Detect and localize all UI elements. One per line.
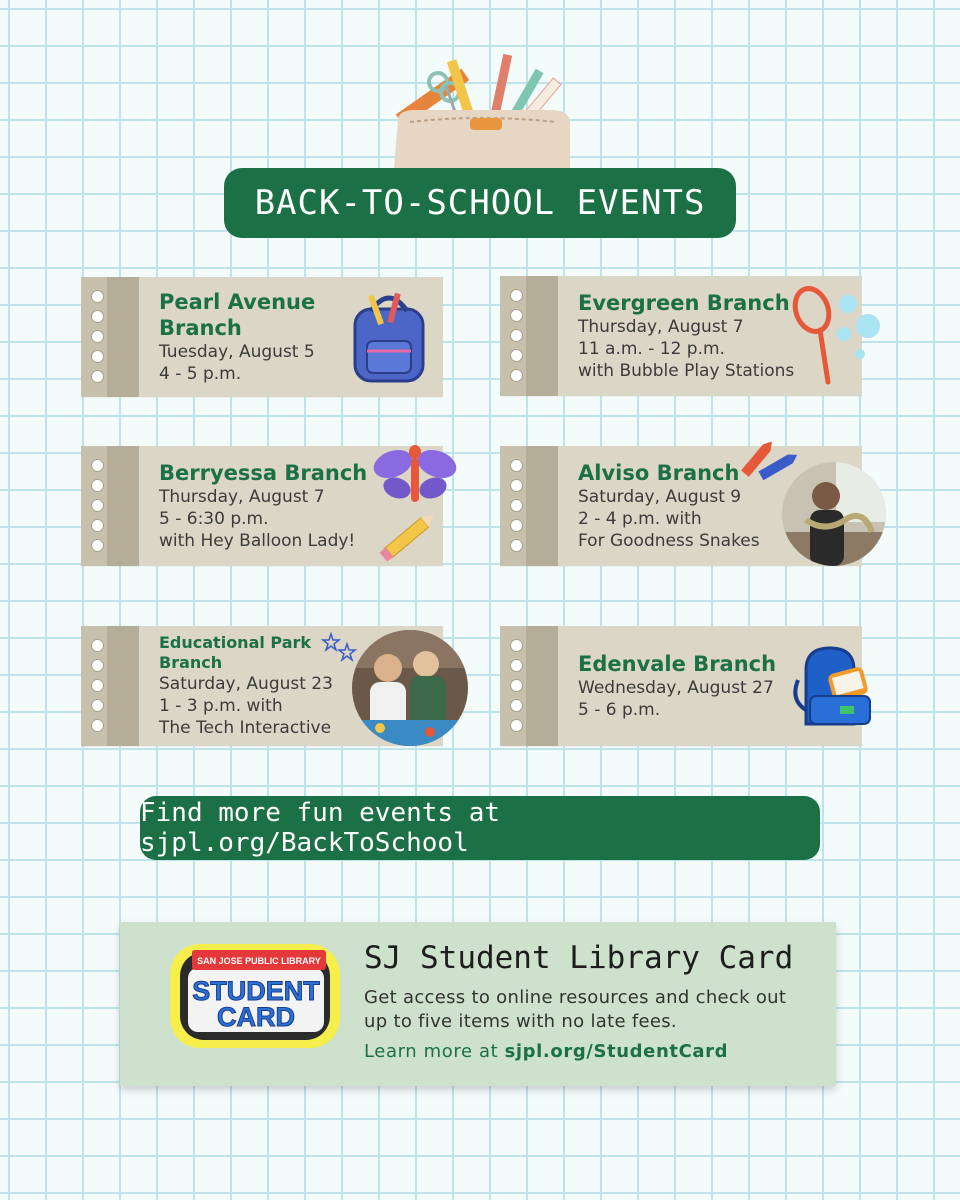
snake-photo [776, 462, 892, 566]
student-card-logo [166, 938, 346, 1056]
event-card-evergreen [500, 276, 862, 396]
student-card-link-url[interactable]: sjpl.org/StudentCard [504, 1041, 729, 1062]
more-events-link[interactable] [140, 796, 820, 860]
logo-card-text: CARD [217, 1002, 295, 1032]
event-details: Saturday, August 23 1 - 3 p.m. with The Tech Interactive [159, 674, 333, 738]
notebook-spine [81, 626, 139, 746]
student-card-description: Get access to online resources and check out up to five items with no late fees. [364, 987, 787, 1032]
event-branch-name: Educational Park Branch [159, 633, 312, 672]
notebook-spine [81, 277, 139, 397]
page-title: BACK-TO-SCHOOL EVENTS [254, 183, 706, 223]
event-card-pearl-avenue [81, 277, 443, 397]
event-details: Thursday, August 7 11 a.m. - 12 p.m. with Bubble Play Stations [578, 317, 795, 381]
logo-top-text: SAN JOSE PUBLIC LIBRARY [197, 956, 321, 966]
event-branch-name: Edenvale Branch [578, 652, 777, 676]
event-details: Tuesday, August 5 4 - 5 p.m. [159, 342, 315, 384]
event-details: Thursday, August 7 5 - 6:30 p.m. with Hey Balloon Lady! [159, 487, 356, 551]
event-card-berryessa [81, 446, 443, 566]
event-branch-name: Berryessa Branch [159, 461, 368, 485]
notebook-spine [500, 626, 558, 746]
blue-backpack-icon [790, 640, 886, 732]
event-branch-name: Pearl Avenue Branch [159, 290, 316, 340]
title-banner [224, 168, 736, 238]
event-card-edenvale [500, 626, 862, 746]
event-branch-name: Evergreen Branch [578, 291, 790, 315]
notebook-spine [500, 276, 558, 396]
event-branch-name: Alviso Branch [578, 461, 740, 485]
event-card-alviso [500, 446, 862, 566]
more-events-text: Find more fun events at sjpl.org/BackToSchool [140, 798, 501, 858]
student-card-link-prefix: Learn more at [364, 1041, 505, 1062]
notebook-spine [81, 446, 139, 566]
event-details: Saturday, August 9 2 - 4 p.m. with For Goodness Snakes [578, 487, 760, 551]
event-card-educational-park [81, 626, 443, 746]
student-card-title: SJ Student Library Card [364, 940, 794, 976]
balloon-dragonfly-icon [371, 442, 461, 566]
student-card-link[interactable] [364, 1041, 728, 1062]
backpack-icon [347, 285, 431, 385]
tech-interactive-photo [350, 628, 470, 748]
pencil-case-illustration [380, 48, 580, 172]
event-details: Wednesday, August 27 5 - 6 p.m. [578, 678, 774, 720]
logo-student-text: STUDENT [192, 976, 320, 1006]
notebook-spine [500, 446, 558, 566]
bubble-wand-icon [790, 284, 886, 388]
